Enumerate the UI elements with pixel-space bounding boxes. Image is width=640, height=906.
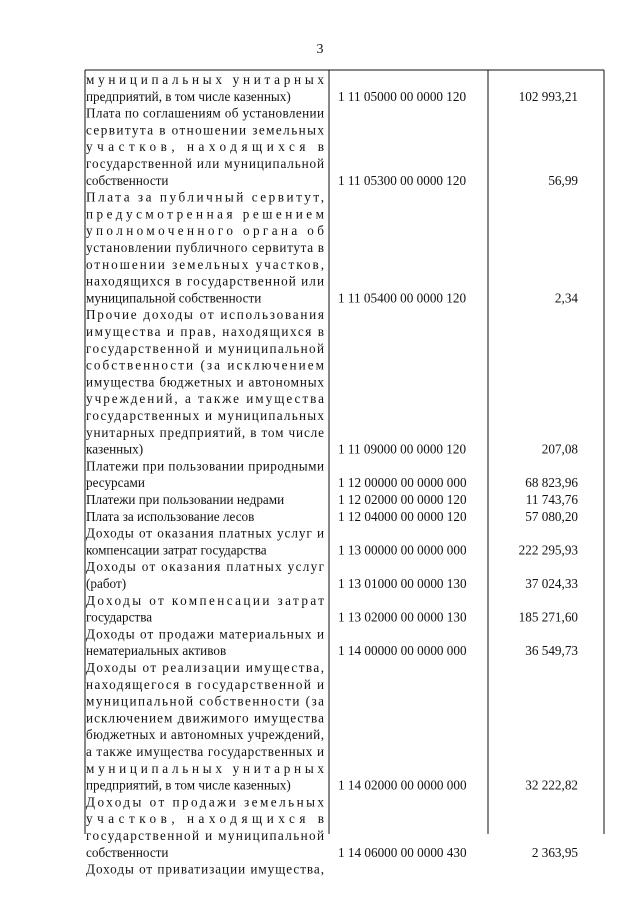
row-name-line: государства bbox=[86, 609, 153, 625]
row-name-line: собственности bbox=[86, 172, 169, 188]
row-amount: 57 080,20 bbox=[525, 508, 578, 524]
row-name-line: государственной или муниципальной bbox=[86, 156, 324, 171]
row-name-line: нематериальных активов bbox=[86, 643, 227, 659]
row-name-line: муниципальной собственности bbox=[86, 290, 262, 306]
row-name-line: (работ) bbox=[86, 576, 127, 591]
row-name-line: Платежи при пользовании недрами bbox=[86, 492, 285, 507]
row-name-line: участков, находящихся в bbox=[86, 139, 324, 155]
row-amount: 32 222,82 bbox=[525, 777, 578, 793]
row-name-line: государственной и муниципальной bbox=[86, 828, 324, 843]
row-name-line: сервитута в отношении земельных bbox=[86, 122, 324, 138]
row-amount: 185 271,60 bbox=[518, 609, 578, 625]
row-amount: 68 823,96 bbox=[525, 475, 578, 491]
row-name-line: Доходы от приватизации имущества, bbox=[86, 861, 324, 877]
row-code: 1 13 00000 00 0000 000 bbox=[338, 542, 467, 558]
row-name-line: компенсации затрат государства bbox=[86, 542, 267, 558]
row-name-line: Плата за публичный сервитут, bbox=[86, 189, 324, 205]
row-name-line: Доходы от реализации имущества, bbox=[86, 660, 324, 675]
row-name-line: предусмотренная решением bbox=[86, 206, 324, 222]
row-code: 1 11 05400 00 0000 120 bbox=[338, 290, 467, 306]
row-amount: 56,99 bbox=[548, 172, 578, 188]
row-code: 1 12 04000 00 0000 120 bbox=[338, 508, 467, 524]
row-amount: 2 363,95 bbox=[531, 844, 578, 860]
row-amount: 37 024,33 bbox=[525, 576, 578, 591]
row-code: 1 11 09000 00 0000 120 bbox=[338, 441, 467, 457]
row-code: 1 13 02000 00 0000 130 bbox=[338, 609, 467, 625]
row-name-line: Плата по соглашениям об установлении bbox=[86, 105, 324, 121]
row-name-line: уполномоченного органа об bbox=[86, 223, 324, 239]
row-name-line: муниципальной собственности (за bbox=[86, 693, 324, 709]
row-amount: 102 993,21 bbox=[518, 88, 578, 104]
row-name-line: муниципальных унитарных bbox=[86, 760, 324, 776]
row-name-line: находящихся в государственной или bbox=[86, 273, 324, 289]
row-name-line: муниципальных унитарных bbox=[86, 72, 324, 87]
row-name-line: имущества и прав, находящихся в bbox=[86, 324, 324, 339]
row-name-line: Доходы от продажи земельных bbox=[86, 794, 324, 810]
row-code: 1 12 02000 00 0000 120 bbox=[338, 492, 467, 507]
row-name-line: предприятий, в том числе казенных) bbox=[86, 88, 291, 104]
row-name-line: исключением движимого имущества bbox=[86, 710, 324, 726]
row-name-line: государственных и муниципальных bbox=[86, 408, 324, 423]
row-name-line: Плата за использование лесов bbox=[86, 508, 255, 524]
row-amount: 36 549,73 bbox=[525, 643, 578, 659]
row-name-line: Доходы от компенсации затрат bbox=[86, 592, 324, 608]
row-name-line: участков, находящихся в bbox=[86, 811, 324, 827]
row-name-line: учреждений, а также имущества bbox=[86, 391, 324, 407]
row-name-line: Доходы от продажи материальных и bbox=[86, 626, 324, 642]
page-number: 3 bbox=[316, 42, 324, 57]
row-amount: 207,08 bbox=[541, 441, 578, 457]
row-code: 1 11 05000 00 0000 120 bbox=[338, 88, 467, 104]
row-name-line: Прочие доходы от использования bbox=[86, 307, 324, 323]
row-name-line: собственности bbox=[86, 844, 169, 860]
row-code: 1 14 02000 00 0000 000 bbox=[338, 777, 467, 793]
row-code: 1 14 00000 00 0000 000 bbox=[338, 643, 467, 659]
row-name-line: имущества бюджетных и автономных bbox=[86, 374, 324, 390]
row-amount: 2,34 bbox=[554, 290, 578, 306]
row-name-line: собственности (за исключением bbox=[86, 357, 324, 373]
row-name-line: государственной и муниципальной bbox=[86, 340, 324, 356]
row-name-line: находящегося в государственной и bbox=[86, 676, 324, 692]
row-code: 1 13 01000 00 0000 130 bbox=[338, 576, 467, 591]
row-amount: 222 295,93 bbox=[518, 542, 578, 558]
row-name-line: Доходы от оказания платных услуг и bbox=[86, 525, 324, 541]
row-name-line: установлении публичного сервитута в bbox=[86, 240, 324, 255]
row-name-line: Доходы от оказания платных услуг bbox=[86, 559, 324, 575]
row-name-line: отношении земельных участков, bbox=[86, 256, 324, 272]
row-code: 1 14 06000 00 0000 430 bbox=[338, 844, 467, 860]
row-amount: 11 743,76 bbox=[525, 492, 578, 507]
row-name-line: а также имущества государственных и bbox=[86, 744, 324, 759]
row-name-line: Платежи при пользовании природными bbox=[86, 458, 324, 474]
row-name-line: ресурсами bbox=[86, 475, 145, 491]
row-code: 1 12 00000 00 0000 000 bbox=[338, 475, 467, 491]
row-name-line: унитарных предприятий, в том числе bbox=[86, 424, 324, 440]
row-code: 1 11 05300 00 0000 120 bbox=[338, 172, 467, 188]
row-name-line: бюджетных и автономных учреждений, bbox=[86, 727, 324, 743]
row-name-line: казенных) bbox=[86, 441, 144, 457]
row-name-line: предприятий, в том числе казенных) bbox=[86, 777, 291, 793]
